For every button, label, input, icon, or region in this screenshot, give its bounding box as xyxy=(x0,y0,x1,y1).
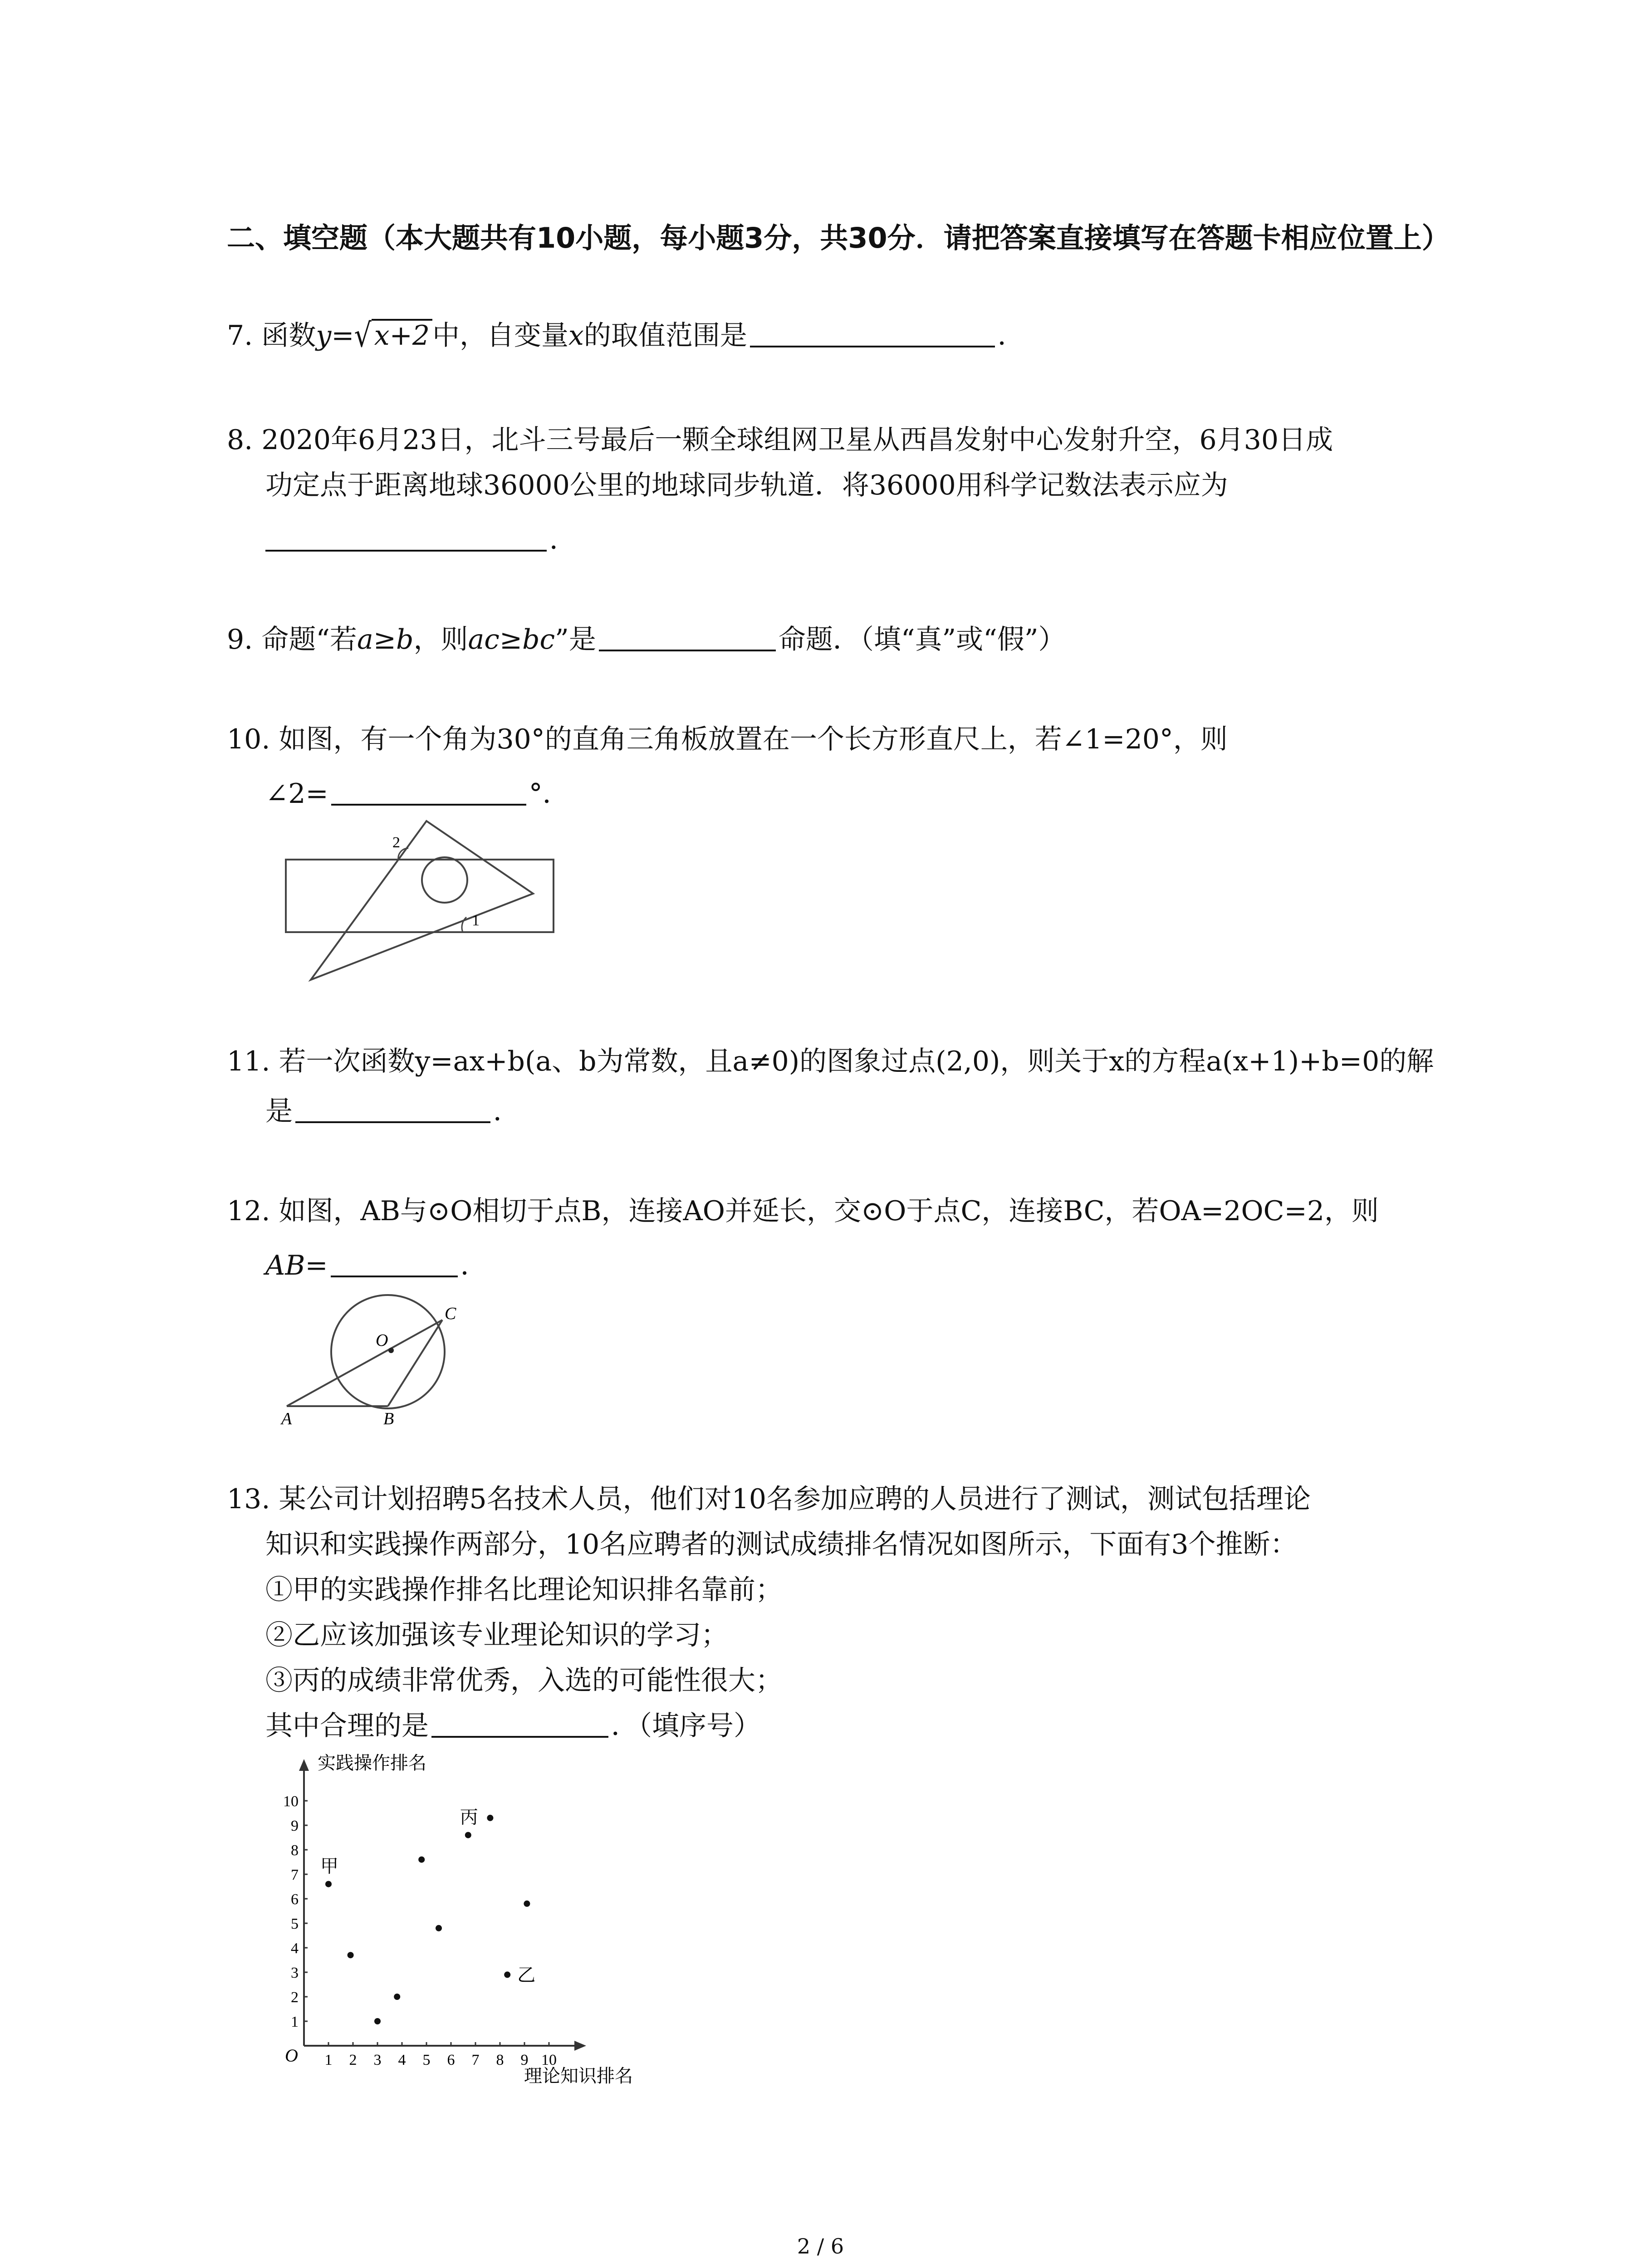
q8-line1: 2020年6月23日，北斗三号最后一颗全球组网卫星从西昌发射中心发射升空，6月30日成 xyxy=(261,424,1333,456)
q11-line2: 是 xyxy=(265,1095,293,1127)
y-tick-label: 5 xyxy=(291,1916,299,1932)
q12-end: ． xyxy=(460,1250,488,1281)
x-tick-label: 8 xyxy=(496,2052,504,2068)
y-tick-label: 8 xyxy=(291,1842,299,1859)
section-heading: 二、填空题（本大题共有10小题，每小题3分，共30分．请把答案直接填写在答题卡相应位置上） xyxy=(227,221,1450,254)
q9-text-c: ”是 xyxy=(555,624,596,655)
answer-blank-8[interactable] xyxy=(265,523,547,552)
statement-1: ①甲的实践操作排名比理论知识排名靠前； xyxy=(265,1574,783,1606)
line-bc xyxy=(388,1320,442,1406)
question-8-line-3 xyxy=(265,522,577,558)
x-tick-label: 5 xyxy=(422,2052,431,2068)
page-number: 2 / 6 xyxy=(797,2234,844,2258)
statement-2: ②乙应该加强该专业理论知识的学习； xyxy=(265,1619,728,1651)
q13-ask-end: ．（填序号） xyxy=(611,1710,761,1742)
data-point xyxy=(325,1881,332,1887)
q7-text-post2: 的取值范围是 xyxy=(583,320,747,352)
q11-end: ． xyxy=(493,1095,520,1127)
label-o: O xyxy=(376,1331,388,1350)
set-square-hole xyxy=(422,857,467,903)
q7-var: x xyxy=(568,320,584,352)
question-13-ask xyxy=(265,1708,761,1744)
tangent-circle-figure xyxy=(272,1288,481,1428)
q9-condition: a≥b xyxy=(357,624,414,655)
question-number: 12. xyxy=(227,1195,270,1227)
y-tick-label: 3 xyxy=(291,1965,299,1981)
question-11-line-1 xyxy=(227,1043,1434,1080)
q7-radicand: x+2 xyxy=(372,319,432,351)
question-8-line-1 xyxy=(227,422,1333,458)
question-9 xyxy=(227,621,1066,658)
statement-3: ③丙的成绩非常优秀，入选的可能性很大； xyxy=(265,1665,783,1696)
q10-line1: 如图，有一个角为30°的直角三角板放置在一个长方形直尺上，若∠1=20°，则 xyxy=(279,723,1228,755)
x-tick-label: 7 xyxy=(471,2052,480,2068)
center-dot xyxy=(388,1348,394,1353)
answer-blank-7[interactable] xyxy=(750,318,995,347)
q10-angle2: ∠2= xyxy=(265,778,328,810)
ruler-rect xyxy=(286,860,554,932)
q10-end: °． xyxy=(529,778,570,810)
data-point xyxy=(487,1815,493,1821)
q7-end: ． xyxy=(997,320,1025,352)
question-12-line-1 xyxy=(227,1193,1379,1229)
answer-blank-12[interactable] xyxy=(331,1248,458,1277)
label-b: B xyxy=(383,1409,394,1428)
data-point xyxy=(394,1994,400,2000)
x-axis-label: 理论知识排名 xyxy=(524,2066,633,2087)
data-point xyxy=(418,1857,425,1863)
label-c: C xyxy=(445,1304,456,1323)
q12-ab: AB= xyxy=(265,1250,328,1281)
question-number: 10. xyxy=(227,723,270,755)
x-tick-label: 3 xyxy=(373,2052,382,2068)
label-a: A xyxy=(281,1409,292,1428)
x-tick-label: 2 xyxy=(349,2052,357,2068)
question-number: 11. xyxy=(227,1046,270,1077)
answer-blank-13[interactable] xyxy=(431,1709,608,1738)
ranking-scatter-chart xyxy=(272,1749,635,2093)
x-axis-arrow xyxy=(574,2041,586,2051)
question-12-line-2 xyxy=(265,1247,488,1284)
point-label: 丙 xyxy=(460,1807,478,1828)
y-tick-label: 1 xyxy=(291,2014,299,2030)
question-13-line-1 xyxy=(227,1481,1311,1517)
x-tick-label: 1 xyxy=(324,2052,333,2068)
question-11-line-2 xyxy=(265,1093,520,1129)
data-point xyxy=(524,1901,530,1907)
q9-conclusion: ac≥bc xyxy=(468,624,555,655)
y-tick-label: 7 xyxy=(291,1867,299,1883)
chart-axes xyxy=(299,1759,586,2051)
origin-label: O xyxy=(285,2045,298,2066)
angle-1-label: 1 xyxy=(472,912,480,929)
y-tick-label: 10 xyxy=(283,1793,299,1810)
q11-line1: 若一次函数y=ax+b(a、b为常数，且a≠0)的图象过点(2,0)，则关于x的方程a(x+1)+b=0的解 xyxy=(279,1046,1434,1077)
question-10-line-2 xyxy=(265,776,570,812)
line-ac xyxy=(287,1320,442,1406)
answer-blank-11[interactable] xyxy=(295,1094,490,1123)
question-number: 13. xyxy=(227,1483,270,1515)
y-tick-label: 9 xyxy=(291,1818,299,1834)
question-number: 8. xyxy=(227,424,253,456)
radical-sign: √ xyxy=(354,317,372,355)
point-label: 甲 xyxy=(320,1856,338,1877)
chart-points xyxy=(320,1807,535,2024)
answer-blank-9[interactable] xyxy=(599,622,776,651)
x-tick-label: 9 xyxy=(520,2052,529,2068)
question-number: 9. xyxy=(227,624,253,655)
q8-end: ． xyxy=(549,524,577,556)
q13-line1: 某公司计划招聘5名技术人员，他们对10名参加应聘的人员进行了测试，测试包括理论 xyxy=(279,1483,1311,1515)
data-point xyxy=(465,1832,471,1838)
x-tick-label: 6 xyxy=(447,2052,455,2068)
q9-text-b: ，则 xyxy=(413,624,468,655)
chart-ticks xyxy=(283,1793,557,2068)
q7-text-post1: 中，自变量 xyxy=(432,320,569,352)
point-label: 乙 xyxy=(517,1965,536,1986)
answer-blank-10[interactable] xyxy=(331,777,526,806)
circle-o xyxy=(331,1295,445,1408)
q7-y-eq: y= xyxy=(316,320,354,352)
data-point xyxy=(436,1925,442,1931)
question-8-line-2: 功定点于距离地球36000公里的地球同步轨道．将36000用科学记数法表示应为 xyxy=(265,469,1228,501)
y-axis-label: 实践操作排名 xyxy=(318,1753,426,1774)
data-point xyxy=(348,1952,354,1958)
data-point xyxy=(374,2018,381,2024)
question-7 xyxy=(227,318,1025,354)
data-point xyxy=(504,1971,510,1978)
q13-ask: 其中合理的是 xyxy=(265,1710,429,1742)
q7-text-pre: 函数 xyxy=(261,320,316,352)
y-tick-label: 4 xyxy=(291,1940,299,1957)
y-axis-arrow xyxy=(299,1759,309,1771)
x-tick-label: 4 xyxy=(398,2052,406,2068)
ruler-triangle-figure xyxy=(272,812,572,993)
angle-2-label: 2 xyxy=(392,834,400,851)
y-tick-label: 6 xyxy=(291,1891,299,1908)
q12-line1: 如图，AB与⊙O相切于点B，连接AO并延长，交⊙O于点C，连接BC，若OA=2OC=2，则 xyxy=(279,1195,1379,1227)
set-square-triangle xyxy=(311,821,533,980)
question-13-line-2: 知识和实践操作两部分，10名应聘者的测试成绩排名情况如图所示，下面有3个推断： xyxy=(265,1529,1298,1560)
x-tick-label: 10 xyxy=(541,2052,557,2068)
question-number: 7. xyxy=(227,320,253,352)
y-tick-label: 2 xyxy=(291,1989,299,2006)
q9-text-a: 命题“若 xyxy=(261,624,358,655)
q9-text-d: 命题．（填“真”或“假”） xyxy=(778,624,1066,655)
question-10-line-1 xyxy=(227,721,1228,758)
